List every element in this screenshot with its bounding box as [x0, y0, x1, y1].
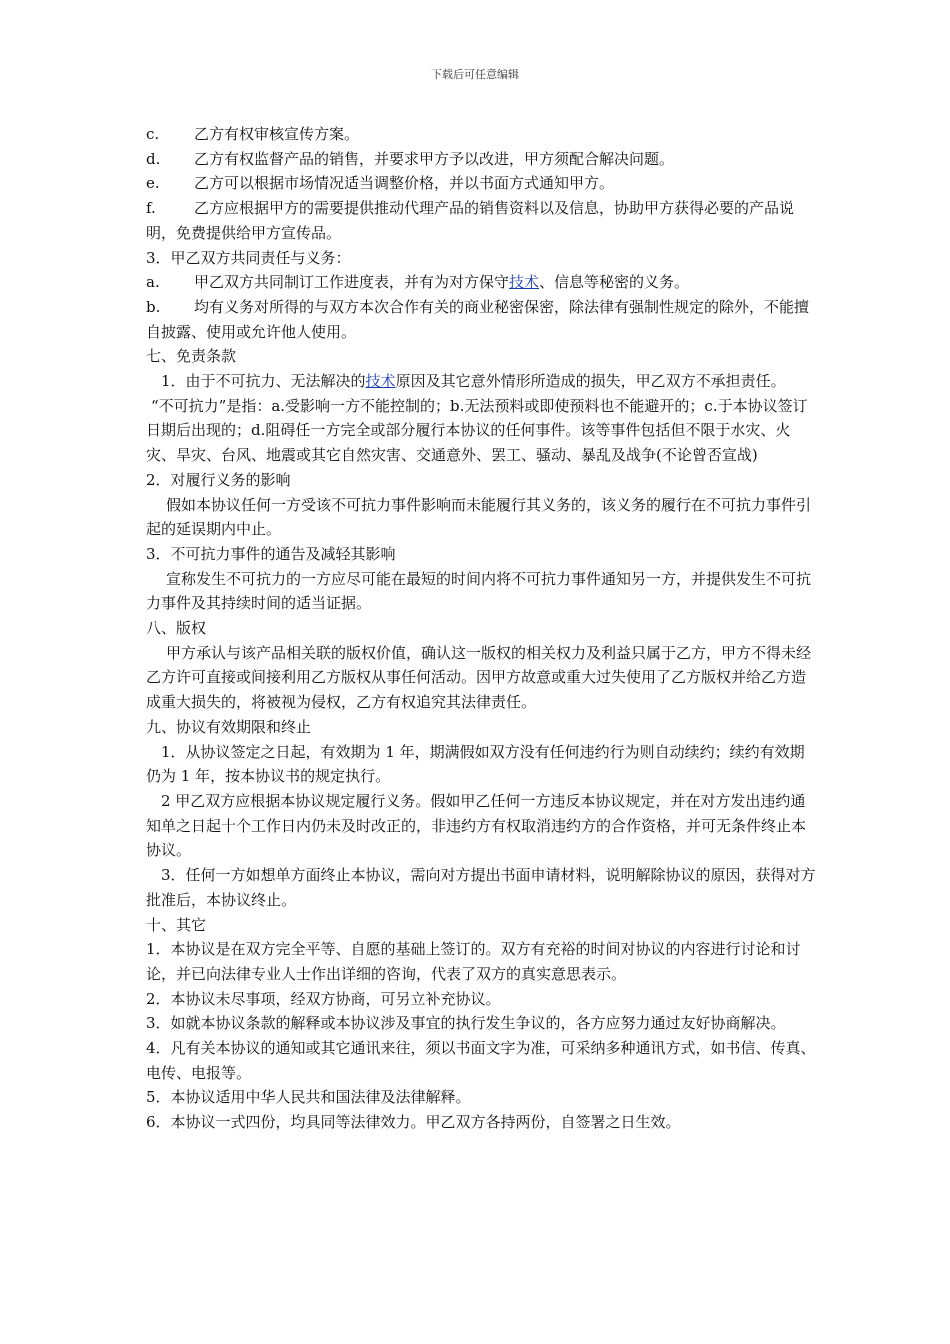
item-label: b.: [146, 297, 161, 316]
section-9-para-2: 2 甲乙双方应根据本协议规定履行义务。假如甲乙任何一方违反本协议规定，并在对方发出违约通知单之日起十个工作日内仍未及时改正的，非违约方有权取消违约方的合作资格，并可无条件终止本协议。: [146, 791, 807, 860]
section-9-title: 九、协议有效期限和终止: [146, 717, 312, 736]
section-10-title: 十、其它: [146, 915, 207, 934]
section-7-heading-3: 3．不可抗力事件的通告及减轻其影响: [146, 544, 396, 563]
section-7-para-2: “不可抗力”是指：a.受影响一方不能控制的；b.无法预料或即使预料也不能避开的；c.于本协议签订日期后出现的；d.阻碍任一方完全或部分履行本协议的任何事件。该等事件包括但不限于水灾、火灾、旱灾、台风、地震或其它自然灾害、交通意外、罢工、骚动、暴乱及战争(不论曾否宣战): [146, 396, 808, 465]
item-label: a.: [146, 273, 160, 292]
item-d: [146, 147, 818, 172]
item-text: 、信息等秘密的义务。: [539, 273, 690, 292]
item-text: 乙方有权审核宣传方案。: [194, 125, 360, 143]
section-8-para-1: 甲方承认与该产品相关联的版权价值，确认这一版权的相关权力及利益只属于乙方，甲方不得未经乙方许可直接或间接利用乙方版权从事任何活动。因甲方故意或重大过失使用了乙方版权并给乙方造成重大损失的，将被视为侵权，乙方有权追究其法律责任。: [146, 643, 812, 712]
section-3-title: 3．甲乙双方共同责任与义务：: [146, 248, 351, 267]
item-text: 乙方可以根据市场情况适当调整价格，并以书面方式通知甲方。: [194, 174, 615, 193]
item-label: d.: [146, 149, 161, 168]
technology-link[interactable]: 技术: [365, 372, 396, 391]
item-text: 乙方应根据甲方的需要提供推动代理产品的销售资料以及信息，协助甲方获得必要的产品说明，免费提供给甲方宣传品。: [146, 199, 795, 242]
item-f: [146, 196, 818, 245]
section-10-para-5: 5．本协议适用中华人民共和国法律及法律解释。: [146, 1088, 471, 1107]
document-body: [146, 122, 818, 1135]
para-text: 原因及其它意外情形所造成的损失，甲乙双方不承担责任。: [395, 372, 786, 391]
page-header: 下载后可任意编辑: [431, 68, 519, 81]
section-10-para-4: 4．凡有关本协议的通知或其它通讯来往，须以书面文字为准，可采纳多种通讯方式，如书信、传真、电传、电报等。: [146, 1039, 816, 1082]
section-10-para-2: 2．本协议未尽事项，经双方协商，可另立补充协议。: [146, 989, 501, 1008]
section-10-para-3: 3．如就本协议条款的解释或本协议涉及事宜的执行发生争议的，各方应努力通过友好协商解决。: [146, 1014, 786, 1033]
item-label: f.: [146, 199, 156, 218]
section-7-heading-2: 2．对履行义务的影响: [146, 470, 291, 489]
item-label: e.: [146, 174, 160, 193]
section-7-para-1: [146, 369, 818, 394]
section-9-para-3: 3．任何一方如想单方面终止本协议，需向对方提出书面申请材料，说明解除协议的原因，获得对方批准后，本协议终止。: [146, 866, 816, 909]
item-a: [146, 270, 818, 295]
item-label: c.: [146, 125, 160, 143]
para-text: 1．由于不可抗力、无法解决的: [161, 372, 366, 391]
item-e: [146, 171, 818, 196]
item-c: [146, 122, 818, 147]
section-10-para-1: 1．本协议是在双方完全平等、自愿的基础上签订的。双方有充裕的时间对协议的内容进行讨论和讨论，并已向法律专业人士作出详细的咨询，代表了双方的真实意思表示。: [146, 940, 801, 983]
item-text: 乙方有权监督产品的销售，并要求甲方予以改进，甲方须配合解决问题。: [194, 149, 675, 168]
item-b: [146, 295, 818, 344]
item-text: 甲乙双方共同制订工作进度表，并有为对方保守: [194, 273, 510, 292]
section-7-title: 七、免责条款: [146, 347, 237, 366]
section-7-para-3: 假如本协议任何一方受该不可抗力事件影响而未能履行其义务的，该义务的履行在不可抗力事件引起的延误期内中止。: [146, 495, 812, 539]
item-text: 均有义务对所得的与双方本次合作有关的商业秘密保密，除法律有强制性规定的除外，不能擅自披露、使用或允许他人使用。: [146, 297, 810, 341]
section-9-para-1: 1．从协议签定之日起，有效期为 1 年，期满假如双方没有任何违约行为则自动续约；续约有效期仍为 1 年，按本协议书的规定执行。: [146, 742, 805, 786]
section-10-para-6: 6．本协议一式四份，均具同等法律效力。甲乙双方各持两份，自签署之日生效。: [146, 1113, 681, 1132]
technology-link[interactable]: 技术: [509, 273, 540, 292]
section-8-title: 八、版权: [146, 619, 207, 638]
section-7-para-4: 宣称发生不可抗力的一方应尽可能在最短的时间内将不可抗力事件通知另一方，并提供发生不可抗力事件及其持续时间的适当证据。: [146, 569, 812, 613]
